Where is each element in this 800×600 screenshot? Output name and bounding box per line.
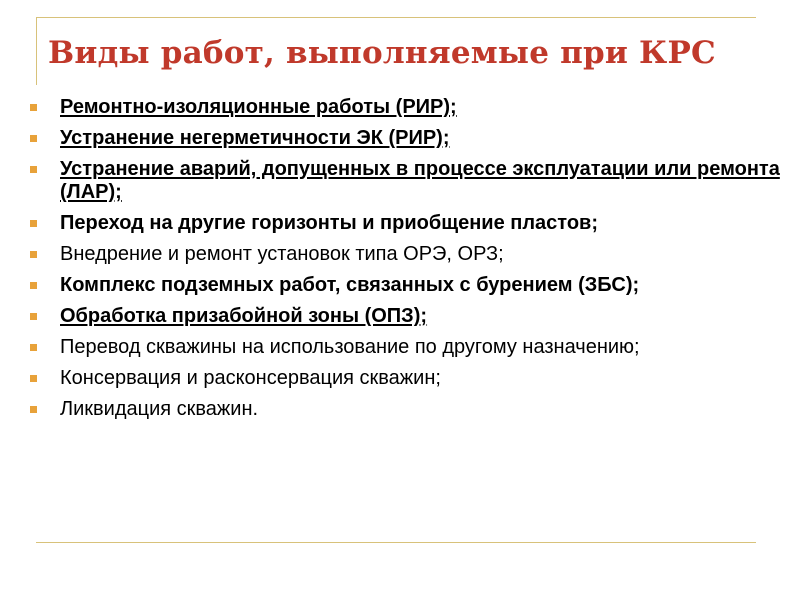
list-item-text: Перевод скважины на использование по другому назначению;: [60, 336, 640, 358]
list-item-text: Устранение аварий, допущенных в процессе эксплуатации или ремонта (ЛАР);: [60, 158, 780, 203]
square-bullet-icon: [30, 135, 37, 142]
slide-title: Виды работ, выполняемые при КРС: [48, 35, 716, 71]
square-bullet-icon: [30, 251, 37, 258]
top-divider: [36, 17, 756, 18]
list-item-text: Консервация и расконсервация скважин;: [60, 367, 441, 389]
square-bullet-icon: [30, 406, 37, 413]
list-item-text: Комплекс подземных работ, связанных с бурением (ЗБС);: [60, 274, 640, 296]
square-bullet-icon: [30, 220, 37, 227]
list-item-text: Внедрение и ремонт установок типа ОРЭ, ОРЗ;: [60, 243, 504, 265]
left-divider: [36, 17, 37, 85]
list-item: [26, 398, 786, 421]
square-bullet-icon: [30, 104, 37, 111]
list-item: [26, 127, 786, 150]
list-item: [26, 336, 786, 359]
square-bullet-icon: [30, 313, 37, 320]
list-item: [26, 274, 786, 297]
list-item-text: Переход на другие горизонты и приобщение пластов;: [60, 212, 599, 234]
list-item: [26, 158, 786, 204]
square-bullet-icon: [30, 375, 37, 382]
list-item: [26, 305, 786, 328]
list-item-text: Ликвидация скважин.: [60, 398, 259, 420]
list-item-text: Обработка призабойной зоны (ОПЗ);: [60, 305, 428, 327]
square-bullet-icon: [30, 166, 37, 173]
list-item: [26, 212, 786, 235]
list-item: [26, 96, 786, 119]
list-item: [26, 367, 786, 390]
list-item-text: Устранение негерметичности ЭК (РИР);: [60, 127, 450, 149]
list-item: [26, 243, 786, 266]
work-types-list: [26, 96, 786, 429]
square-bullet-icon: [30, 344, 37, 351]
list-item-text: Ремонтно-изоляционные работы (РИР);: [60, 96, 457, 118]
square-bullet-icon: [30, 282, 37, 289]
bottom-divider: [36, 542, 756, 543]
